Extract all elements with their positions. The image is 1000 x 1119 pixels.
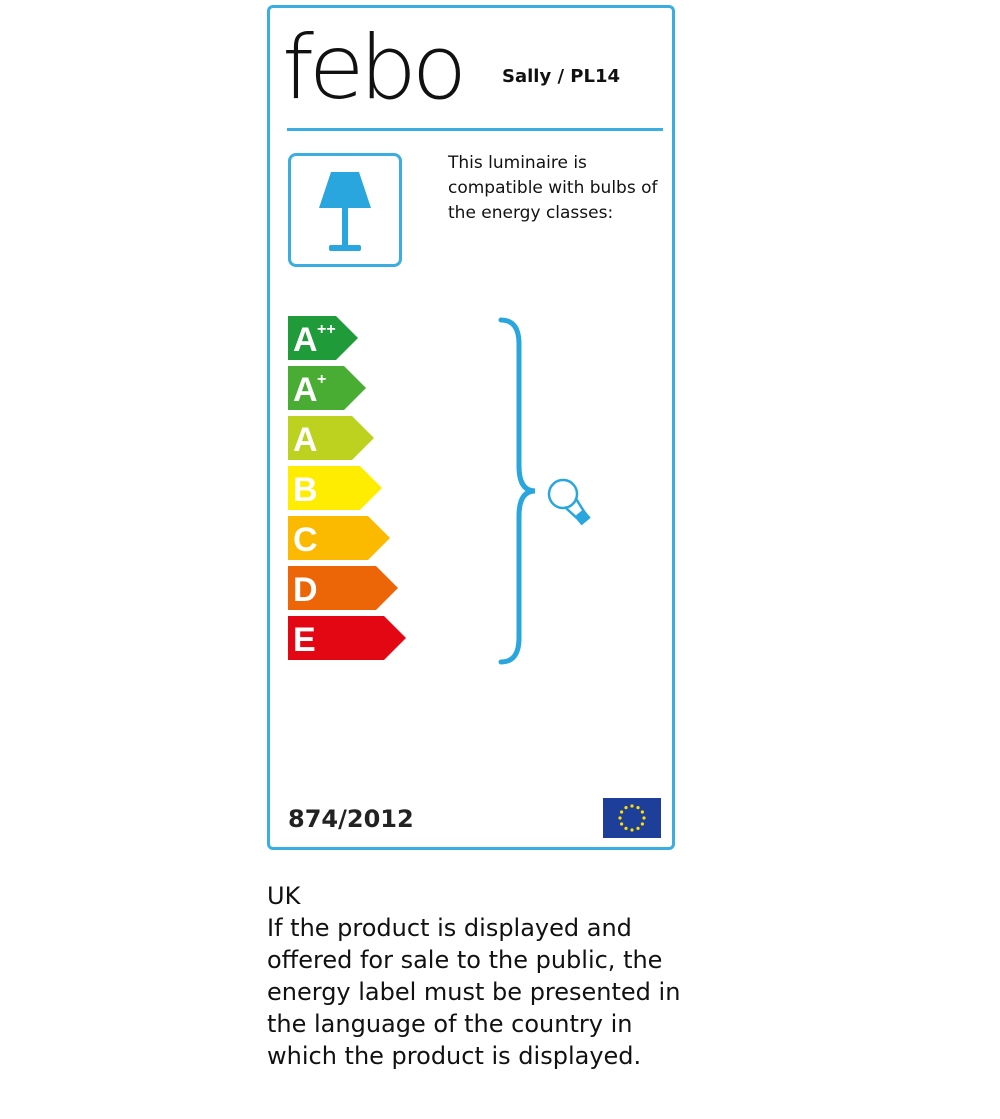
bracket-icon (495, 316, 615, 666)
brand-logo (282, 18, 482, 118)
energy-class-a (288, 416, 376, 460)
eu-star-icon (636, 806, 639, 809)
compatibility-text: This luminaire is compatible with bulbs of the energy classes: (448, 153, 658, 223)
eu-star-icon (630, 828, 633, 831)
eu-star-icon (618, 816, 621, 819)
eu-star-icon (620, 822, 623, 825)
energy-class-superscript: ++ (317, 321, 336, 338)
eu-star-icon (624, 827, 627, 830)
energy-class-letter: A (293, 321, 318, 359)
energy-class-d (288, 566, 400, 610)
energy-label (267, 5, 675, 850)
eu-star-icon (620, 810, 623, 813)
energy-class-b (288, 466, 384, 510)
eu-star-icon (636, 827, 639, 830)
note-country: UK (267, 882, 301, 910)
energy-class-letter: C (293, 521, 318, 559)
table-lamp-icon (291, 156, 399, 264)
model-name: Sally / PL14 (502, 66, 621, 87)
energy-class-e (288, 616, 408, 660)
eu-star-icon (641, 810, 644, 813)
regulation-number: 874/2012 (288, 805, 414, 833)
energy-class-letter: E (293, 621, 316, 659)
header-divider (287, 128, 663, 131)
light-bulb-icon (543, 474, 597, 530)
energy-class-superscript: + (317, 371, 327, 388)
lamp-icon-box (288, 153, 402, 267)
eu-star-icon (624, 806, 627, 809)
energy-class-aplusplus (288, 316, 360, 360)
energy-class-letter: A (293, 371, 318, 409)
language-note (267, 880, 697, 1072)
energy-class-c (288, 516, 392, 560)
energy-class-letter: A (293, 421, 318, 459)
note-text: If the product is displayed and offered for sale to the public, the energy label must be presented in the language of the country in which the product is displayed. (267, 914, 681, 1070)
eu-star-icon (630, 804, 633, 807)
energy-class-letter: D (293, 571, 318, 609)
eu-star-icon (642, 816, 645, 819)
eu-flag-icon (603, 798, 661, 838)
energy-class-letter: B (293, 471, 318, 509)
brand-name: febo (282, 18, 462, 118)
eu-star-icon (641, 822, 644, 825)
energy-class-aplus (288, 366, 368, 410)
